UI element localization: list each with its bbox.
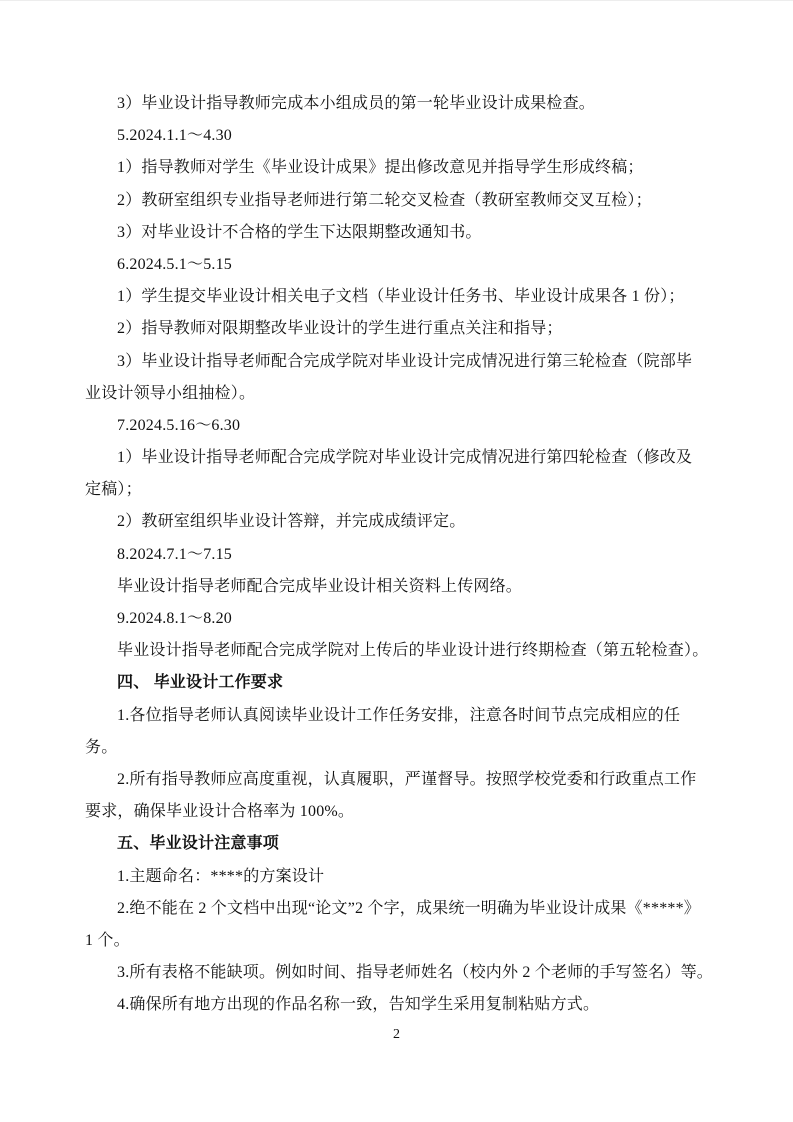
document-line: 2.所有指导教师应高度重视，认真履职，严谨督导。按照学校党委和行政重点工作 [117,770,697,788]
document-line: 9.2024.8.1～8.20 [117,610,232,627]
document-line: 3）毕业设计指导老师配合完成学院对毕业设计完成情况进行第三轮检查（院部毕 [117,352,693,370]
document-line: 3）毕业设计指导教师完成本小组成员的第一轮毕业设计成果检查。 [117,95,596,112]
document-line: 3）对毕业设计不合格的学生下达限期整改通知书。 [117,223,482,241]
document-line: 5.2024.1.1～4.30 [117,127,232,145]
document-line: 7.2024.5.16～6.30 [117,416,241,434]
section-heading: 四、 毕业设计工作要求 [117,674,284,692]
document-line: 3.所有表格不能缺项。例如时间、指导老师姓名（校内外 2 个老师的手写签名）等。 [117,964,714,982]
document-line: 毕业设计指导老师配合完成学院对上传后的毕业设计进行终期检查（第五轮检查）。 [117,642,709,660]
document-line: 8.2024.7.1～7.15 [117,545,232,563]
document-line: 2）教研室组织专业指导老师进行第二轮交叉检查（教研室教师交叉互检）； [117,191,652,209]
document-line: 1.主题命名：****的方案设计 [117,867,325,885]
document-line: 要求，确保毕业设计合格率为 100%。 [85,803,355,821]
page-footer [0,1025,793,1045]
document-line: 务。 [85,738,118,756]
document-line: 1.各位指导老师认真阅读毕业设计工作任务安排，注意各时间节点完成相应的任 [117,706,681,724]
document-body [85,88,714,1021]
document-line: 1 个。 [85,931,130,949]
section-heading: 五、毕业设计注意事项 [117,835,280,853]
document-line: 2.绝不能在 2 个文档中出现“论文”2 个字，成果统一明确为毕业设计成果《*****》 [117,899,701,917]
document-line: 1）毕业设计指导老师配合完成学院对毕业设计完成情况进行第四轮检查（修改及 [117,449,693,467]
document-line: 毕业设计指导老师配合完成毕业设计相关资料上传网络。 [117,577,523,595]
document-line: 4.确保所有地方出现的作品名称一致，告知学生采用复制粘贴方式。 [117,996,600,1014]
document-line: 1）学生提交毕业设计相关电子文档（毕业设计任务书、毕业设计成果各 1 份）； [117,288,685,306]
document-line: 业设计领导小组抽检）。 [85,384,256,402]
document-line: 1）指导教师对学生《毕业设计成果》提出修改意见并指导学生形成终稿； [117,159,644,177]
page-number: 2 [393,1027,400,1042]
document-line: 2）教研室组织毕业设计答辩，并完成成绩评定。 [117,513,466,531]
document-line: 2）指导教师对限期整改毕业设计的学生进行重点关注和指导； [117,320,563,338]
document-line: 定稿）； [85,481,142,499]
document-line: 6.2024.5.1～5.15 [117,255,232,273]
